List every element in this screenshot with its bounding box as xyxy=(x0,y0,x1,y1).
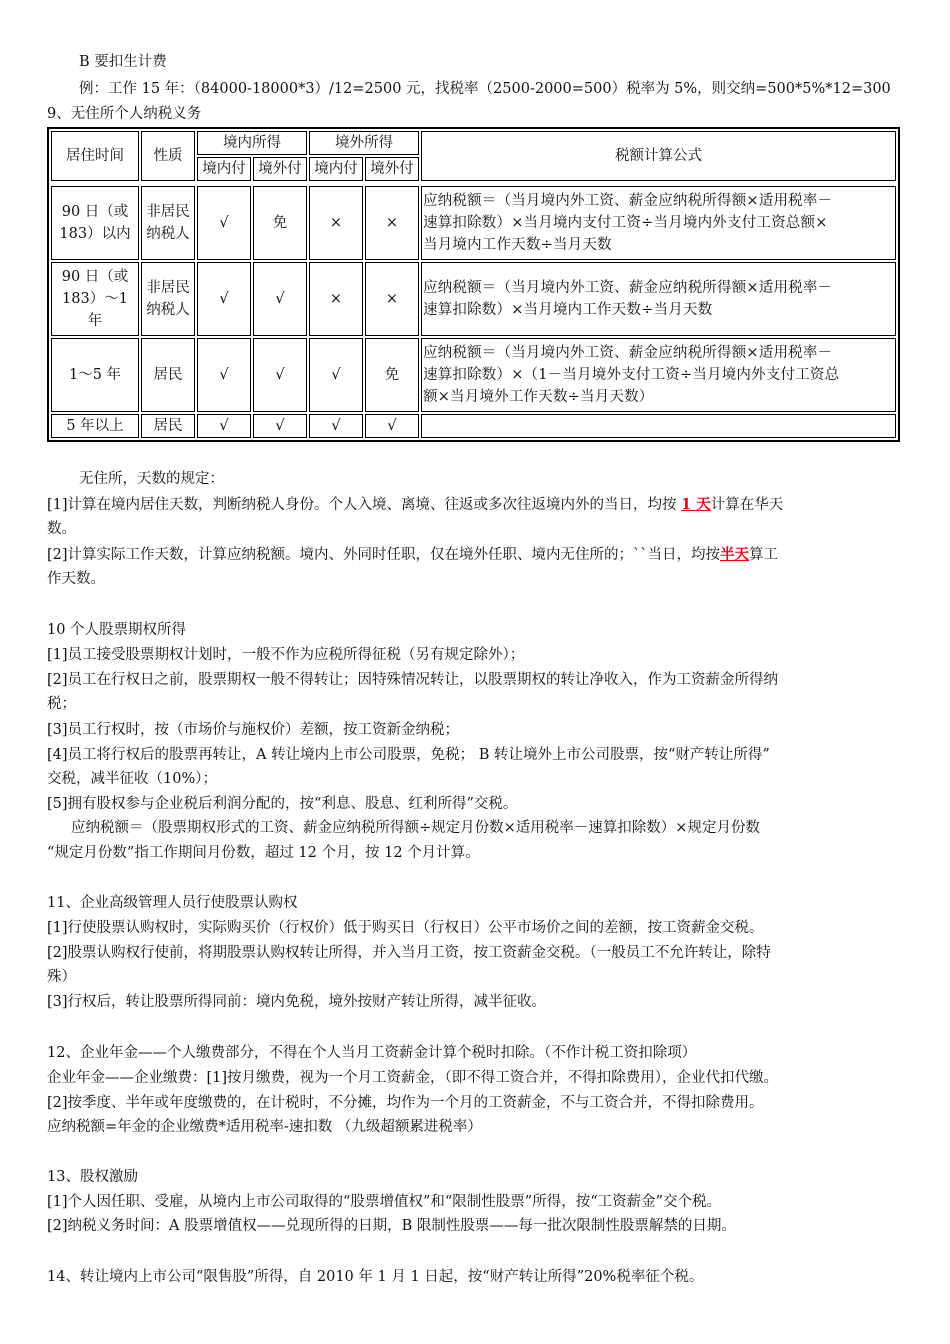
section-12-title: 12、企业年金——个人缴费部分，不得在个人当月工资薪金计算个税时扣除。（不作计税工资扣除项） xyxy=(47,1045,697,1061)
row-foreign-income-domestic-paid: × xyxy=(309,186,363,260)
cell-line: 1～5 年 xyxy=(68,367,122,383)
row-domestic-income-foreign-paid: 免 xyxy=(253,186,307,260)
header-foreign-income: 境外所得 xyxy=(309,131,419,155)
text: [1]计算在境内居住天数，判断纳税人身份。个人入境、离境、往返或多次往返境内外的当日，均按 xyxy=(47,497,682,513)
cell-line: 年 xyxy=(87,313,103,329)
row-foreign-income-foreign-paid: 免 xyxy=(365,338,419,412)
days-paragraph-1-cont: 数。 xyxy=(47,521,76,537)
formula-line: 应纳税额＝（当月境内外工资、薪金应纳税所得额×适用税率－ xyxy=(423,345,833,361)
section-11-title: 11、企业高级管理人员行使股票认购权 xyxy=(47,895,298,911)
intro-example: 例：工作 15 年：（84000-18000*3）/12=2500 元，找税率（2500-2000=500）税率为 5%，则交纳=500*5%*12=300 xyxy=(79,81,891,97)
formula-line: 应纳税额＝（当月境内外工资、薪金应纳税所得额×适用税率－ xyxy=(423,193,833,209)
row-foreign-income-foreign-paid: × xyxy=(365,186,419,260)
days-title: 无住所，天数的规定： xyxy=(79,471,224,487)
section-11-line: 殊） xyxy=(47,969,76,985)
row-foreign-income-foreign-paid: √ xyxy=(365,414,419,438)
row-formula xyxy=(421,262,896,336)
section-10-line: [4]员工将行权后的股票再转让，A 转让境内上市公司股票，免税； B 转让境外上市公司股票，按“财产转让所得” xyxy=(47,747,770,763)
section-10-line: [5]拥有股权参与企业税后利润分配的，按“利息、股息、红利所得”交税。 xyxy=(47,796,518,812)
highlight-half-day: 半天 xyxy=(720,546,750,563)
section-9-title: 9、无住所个人纳税义务 xyxy=(47,106,202,122)
cell-line: 纳税人 xyxy=(146,302,190,318)
section-10-line: 交税，减半征收（10%）； xyxy=(47,771,217,787)
row-residence-time xyxy=(51,338,139,412)
row-domestic-income-foreign-paid: √ xyxy=(253,414,307,438)
header-foreign-paid-1: 境外付 xyxy=(253,157,307,181)
section-12-line: 应纳税额=年金的企业缴费*适用税率-速扣数 （九级超额累进税率） xyxy=(47,1119,482,1135)
header-domestic-paid-1: 境内付 xyxy=(197,157,251,181)
cell-line: 非居民 xyxy=(146,204,190,220)
text: 计算在华天 xyxy=(710,497,784,513)
row-domestic-income-foreign-paid: √ xyxy=(253,338,307,412)
row-formula xyxy=(421,338,896,412)
row-domestic-income-domestic-paid: √ xyxy=(197,414,251,438)
header-domestic-paid-2: 境内付 xyxy=(309,157,363,181)
section-10-note: “规定月份数”指工作期间月份数，超过 12 个月，按 12 个月计算。 xyxy=(47,845,480,861)
section-11-line: [2]股票认购权行使前，将期股票认购权转让所得，并入当月工资，按工资薪金交税。（一般员工不允许转让，除特 xyxy=(47,945,771,961)
text: 算工 xyxy=(749,547,779,563)
section-10-line: 税； xyxy=(47,696,76,712)
formula-line: 额×当月境外工作天数÷当月天数） xyxy=(423,389,654,405)
section-12-line: [2]按季度、半年或年度缴费的，在计税时，不分摊，均作为一个月的工资薪金，不与工资合并，不得扣除费用。 xyxy=(47,1095,764,1111)
table-row xyxy=(51,414,896,438)
row-nature xyxy=(141,262,195,336)
section-13-line: [2]纳税义务时间：A 股票增值权——兑现所得的日期，B 限制性股票——每一批次限制性股票解禁的日期。 xyxy=(47,1218,736,1234)
row-domestic-income-domestic-paid: √ xyxy=(197,338,251,412)
row-residence-time xyxy=(51,262,139,336)
section-13-line: [1]个人因任职、受雇，从境内上市公司取得的“股票增值权”和“限制性股票”所得，按“工资薪金”交个税。 xyxy=(47,1194,722,1210)
cell-line: 居民 xyxy=(153,367,183,383)
row-formula xyxy=(421,414,896,438)
cell-line: 183）以内 xyxy=(59,226,131,242)
row-residence-time xyxy=(51,186,139,260)
formula-line: 速算扣除数）×当月境内支付工资÷当月境内外支付工资总额× xyxy=(423,215,828,231)
highlight-one-day: 1 天 xyxy=(681,496,711,513)
nonresident-tax-table xyxy=(47,127,900,442)
formula-line: 速算扣除数）×（1－当月境外支付工资÷当月境内外支付工资总 xyxy=(423,367,840,383)
row-residence-time xyxy=(51,414,139,438)
section-10-title: 10 个人股票期权所得 xyxy=(47,622,187,638)
cell-line: 90 日（或 xyxy=(61,204,129,220)
days-paragraph-1 xyxy=(47,495,783,515)
section-11-line: [3]行权后，转让股票所得同前：境内免税，境外按财产转让所得，减半征收。 xyxy=(47,994,547,1010)
cell-line: 90 日（或 xyxy=(61,269,129,285)
section-10-formula: 应纳税额＝（股票期权形式的工资、薪金应纳税所得额÷规定月份数×适用税率－速算扣除数）×规定月份数 xyxy=(71,820,760,836)
header-foreign-paid-2: 境外付 xyxy=(365,157,419,181)
section-11-line: [1]行使股票认购权时，实际购买价（行权价）低于购买日（行权日）公平市场价之间的差额，按工资薪金交税。 xyxy=(47,920,764,936)
cell-line: 非居民 xyxy=(146,280,190,296)
section-12-line: 企业年金——企业缴费：[1]按月缴费，视为一个月工资薪金，（即不得工资合并，不得扣除费用），企业代扣代缴。 xyxy=(47,1070,779,1086)
text: [2]计算实际工作天数，计算应纳税额。境内、外同时任职，仅在境外任职、境内无住所的；``当日，均按 xyxy=(47,547,721,563)
section-14-title: 14、转让境内上市公司“限售股”所得，自 2010 年 1 月 1 日起，按“财产转让所得”20%税率征个税。 xyxy=(47,1269,704,1285)
formula-line: 当月境内工作天数÷当月天数 xyxy=(423,237,612,253)
days-paragraph-2 xyxy=(47,545,778,565)
section-10-line: [2]员工在行权日之前，股票期权一般不得转让；因特殊情况转让，以股票期权的转让净收入，作为工资薪金所得纳 xyxy=(47,672,779,688)
row-domestic-income-domestic-paid: √ xyxy=(197,262,251,336)
row-foreign-income-foreign-paid: × xyxy=(365,262,419,336)
cell-line: 纳税人 xyxy=(146,226,190,242)
row-foreign-income-domestic-paid: √ xyxy=(309,338,363,412)
row-nature xyxy=(141,338,195,412)
days-paragraph-2-cont: 作天数。 xyxy=(47,571,105,587)
row-nature xyxy=(141,414,195,438)
row-domestic-income-foreign-paid: √ xyxy=(253,262,307,336)
formula-line: 应纳税额＝（当月境内外工资、薪金应纳税所得额×适用税率－ xyxy=(423,280,833,296)
row-nature xyxy=(141,186,195,260)
table-row xyxy=(51,186,896,260)
cell-line: 183）～1 xyxy=(62,291,128,307)
table-row xyxy=(51,262,896,336)
section-10-line: [1]员工接受股票期权计划时，一般不作为应税所得征税（另有规定除外）； xyxy=(47,647,525,663)
table-row xyxy=(51,338,896,412)
row-foreign-income-domestic-paid: × xyxy=(309,262,363,336)
section-13-title: 13、股权激励 xyxy=(47,1169,138,1185)
row-domestic-income-domestic-paid: √ xyxy=(197,186,251,260)
row-formula xyxy=(421,186,896,260)
row-foreign-income-domestic-paid: √ xyxy=(309,414,363,438)
header-nature: 性质 xyxy=(141,131,195,181)
intro-line-b: B 要扣生计费 xyxy=(79,54,167,70)
header-formula: 税额计算公式 xyxy=(421,131,896,181)
section-10-line: [3]员工行权时，按（市场价与施权价）差额，按工资新金纳税； xyxy=(47,722,460,738)
header-domestic-income: 境内所得 xyxy=(197,131,307,155)
cell-line: 5 年以上 xyxy=(66,418,124,434)
header-residence-time: 居住时间 xyxy=(51,131,139,181)
formula-line: 速算扣除数）×当月境内工作天数÷当月天数 xyxy=(423,302,713,318)
cell-line: 居民 xyxy=(153,418,183,434)
